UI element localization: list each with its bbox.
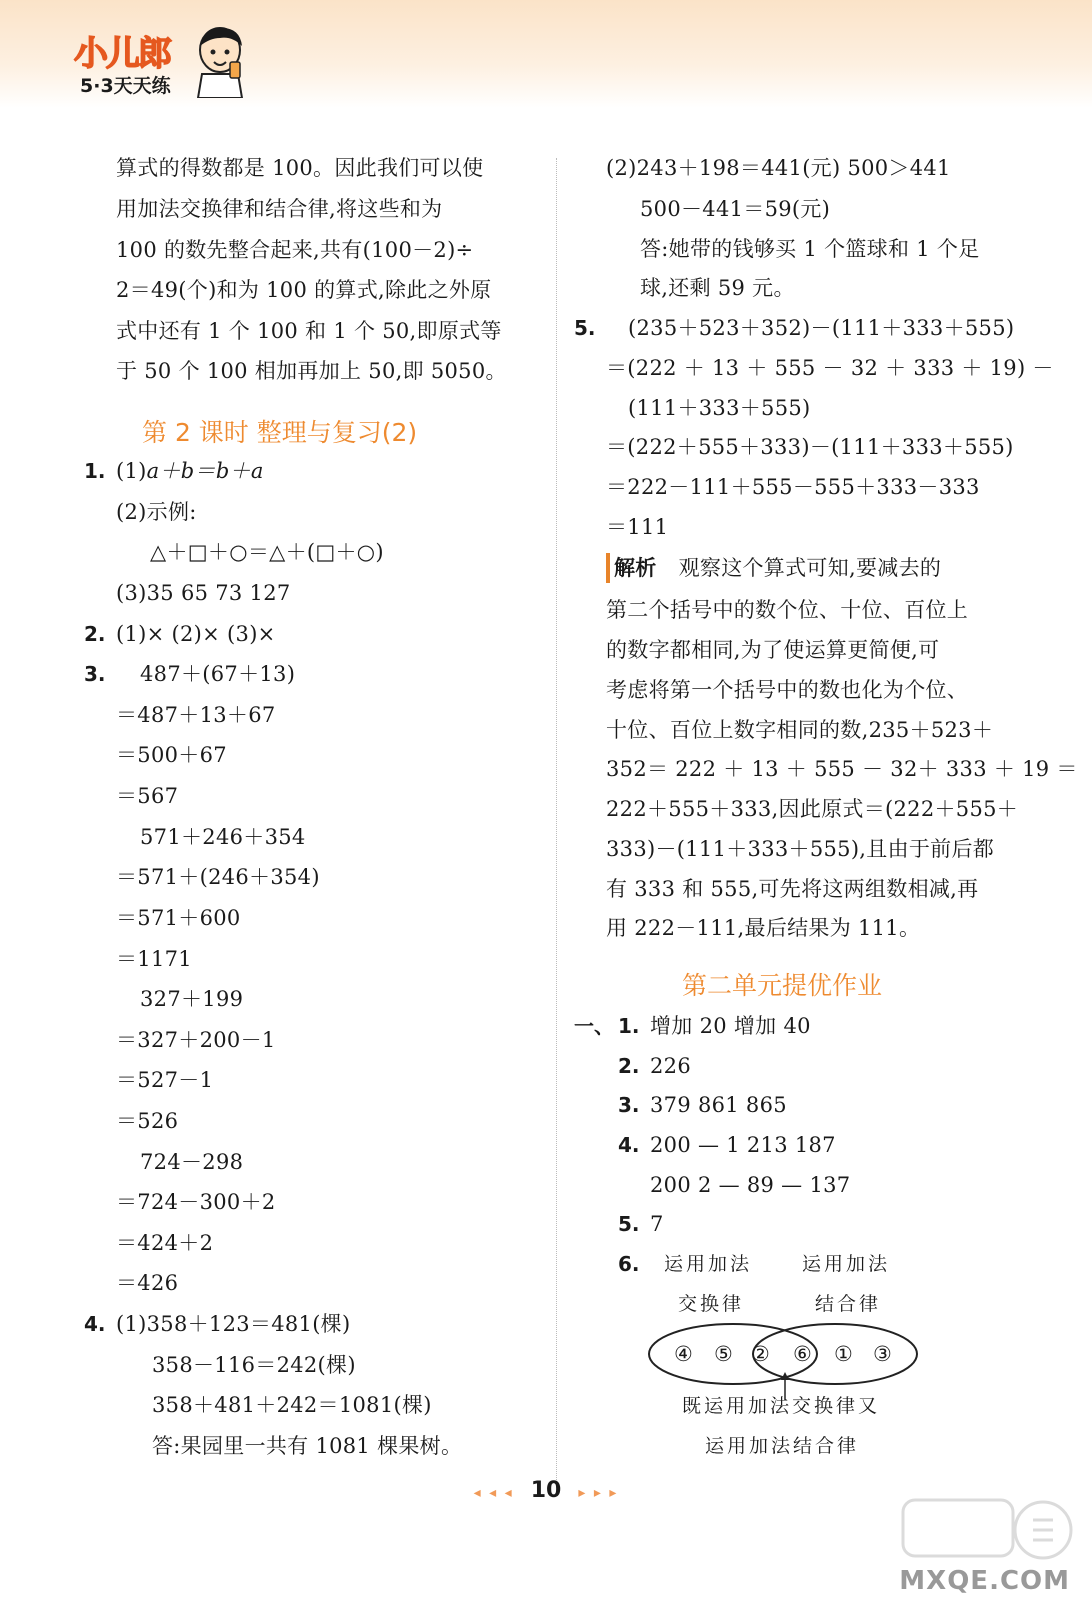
answer-text: 226	[650, 1054, 691, 1078]
calc-line: ＝527－1	[116, 1068, 214, 1092]
answer-text: 200 — 1 213 187	[650, 1133, 836, 1157]
q5-line: (235＋523＋352)－(111＋333＋555)	[628, 316, 1015, 340]
q1-part1-formula: a＋b＝b＋a	[146, 459, 264, 483]
venn-left-label: 运用加法	[664, 1253, 753, 1275]
calc-line: ＝327＋200－1	[116, 1028, 276, 1052]
calc-line: ＝424＋2	[116, 1231, 214, 1255]
venn-left-label: 交换律	[678, 1293, 745, 1315]
venn-item: ①	[834, 1342, 854, 1366]
part-label: 一、	[574, 1014, 614, 1038]
calc-line: ＝500＋67	[116, 743, 227, 767]
q5-line: ＝(222＋555＋333)－(111＋333＋555)	[606, 435, 1014, 459]
q5-line: (111＋333＋555)	[628, 396, 811, 420]
intro-line: 2＝49(个)和为 100 的算式,除此之外原	[116, 278, 492, 302]
venn-item: ④	[674, 1342, 694, 1366]
calc-line: 724－298	[140, 1150, 244, 1174]
answer-number: 2.	[618, 1054, 640, 1078]
q1-part3: (3)35 65 73 127	[116, 581, 291, 605]
analysis-line: 第二个括号中的数个位、十位、百位上	[606, 598, 969, 622]
answer-text: 200 2 — 89 — 137	[650, 1173, 851, 1197]
intro-line: 于 50 个 100 相加再加上 50,即 5050。	[116, 359, 507, 383]
q5-line: ＝222－111＋555－555＋333－333	[606, 475, 980, 499]
answer-number: 6.	[618, 1252, 640, 1276]
q1-part2: (2)示例:	[116, 500, 197, 524]
mascot-icon	[192, 22, 248, 98]
analysis-line: 352＝ 222 ＋ 13 ＋ 555 － 32＋ 333 ＋ 19 ＝	[606, 757, 1078, 781]
q4-line: 358＋481＋242＝1081(棵)	[152, 1393, 432, 1417]
calc-line: 327＋199	[140, 987, 244, 1011]
q1-shapes: △＋□＋○＝△＋(□＋○)	[150, 540, 384, 564]
question-number: 2.	[84, 622, 106, 646]
analysis-text: 观察这个算式可知,要减去的	[678, 556, 942, 580]
analysis-line: 333)－(111＋333＋555),且由于前后都	[606, 837, 995, 861]
venn-bottom-label: 既运用加法交换律又	[682, 1395, 881, 1417]
calc-line: ＝526	[116, 1109, 179, 1133]
answer-number: 3.	[618, 1093, 640, 1117]
answer-number: 1.	[618, 1014, 640, 1038]
q5-line: ＝(222 ＋ 13 ＋ 555 － 32 ＋ 333 ＋ 19) －	[606, 356, 1054, 380]
analysis-line: 用 222－111,最后结果为 111。	[606, 916, 921, 940]
q2-answer: (1)× (2)× (3)×	[116, 622, 276, 646]
question-number: 3.	[84, 662, 106, 686]
venn-bottom-label: 运用加法结合律	[705, 1435, 860, 1457]
venn-right-label: 运用加法	[802, 1253, 891, 1275]
q4-line: 358－116＝242(棵)	[152, 1353, 356, 1377]
calc-line: ＝1171	[116, 947, 192, 971]
answer-number: 4.	[618, 1133, 640, 1157]
answer-text: 7	[650, 1212, 664, 1236]
calc-line: 487＋(67＋13)	[140, 662, 296, 686]
answer-text: 379 861 865	[650, 1093, 787, 1117]
q4-part2-line: 500－441＝59(元)	[640, 197, 831, 221]
watermark-text: MXQE.COM	[899, 1566, 1070, 1596]
calc-line: ＝567	[116, 784, 179, 808]
q4-part2-line: 答:她带的钱够买 1 个篮球和 1 个足	[640, 237, 980, 261]
column-divider	[556, 158, 557, 1488]
intro-line: 用加法交换律和结合律,将这些和为	[116, 197, 443, 221]
lesson-title: 第 2 课时 整理与复习(2)	[142, 418, 418, 447]
intro-line: 100 的数先整合起来,共有(100－2)÷	[116, 238, 474, 262]
intro-line: 算式的得数都是 100。因此我们可以使	[116, 156, 484, 180]
next-arrows-icon: ▸ ▸ ▸	[578, 1485, 619, 1501]
calc-line: ＝724－300＋2	[116, 1190, 276, 1214]
question-number: 5.	[574, 316, 596, 340]
calc-line: ＝571＋(246＋354)	[116, 865, 320, 889]
analysis-first-line	[606, 553, 941, 583]
q4-line: (1)358＋123＝481(棵)	[116, 1312, 351, 1336]
calc-line: ＝426	[116, 1271, 179, 1295]
analysis-label: 解析	[606, 553, 657, 583]
q4-part2-line: (2)243＋198＝441(元) 500＞441	[606, 156, 951, 180]
analysis-line: 十位、百位上数字相同的数,235＋523＋	[606, 718, 994, 742]
calc-line: ＝571＋600	[116, 906, 241, 930]
page-number: 10	[530, 1478, 562, 1503]
analysis-line: 有 333 和 555,可先将这两组数相减,再	[606, 877, 979, 901]
calc-line: 571＋246＋354	[140, 825, 306, 849]
brand-subtitle: 5·3天天练	[80, 75, 171, 97]
q1-part1-prefix: (1)	[116, 459, 147, 483]
venn-item: ③	[873, 1342, 893, 1366]
analysis-line: 222＋555＋333,因此原式＝(222＋555＋	[606, 797, 1019, 821]
analysis-line: 考虑将第一个括号中的数也化为个位、	[606, 678, 969, 702]
brand-logo: 小儿郎	[74, 34, 170, 74]
unit-title: 第二单元提优作业	[682, 971, 883, 1000]
q4-line: 答:果园里一共有 1081 棵果树。	[152, 1434, 463, 1458]
question-number: 1.	[84, 459, 106, 483]
venn-item: ⑤	[714, 1342, 734, 1366]
calc-line: ＝487＋13＋67	[116, 703, 276, 727]
venn-item: ②	[751, 1342, 771, 1366]
analysis-line: 的数字都相同,为了使运算更简便,可	[606, 638, 940, 662]
q4-part2-line: 球,还剩 59 元。	[640, 276, 795, 300]
question-number: 4.	[84, 1312, 106, 1336]
prev-arrows-icon: ◂ ◂ ◂	[473, 1485, 514, 1501]
header-banner	[0, 0, 1092, 108]
q1-part1	[116, 456, 264, 486]
venn-right-label: 结合律	[815, 1293, 882, 1315]
answer-text: 增加 20 增加 40	[650, 1014, 811, 1038]
intro-line: 式中还有 1 个 100 和 1 个 50,即原式等	[116, 319, 502, 343]
q5-line: ＝111	[606, 515, 669, 539]
venn-item: ⑥	[793, 1342, 813, 1366]
answer-number: 5.	[618, 1212, 640, 1236]
